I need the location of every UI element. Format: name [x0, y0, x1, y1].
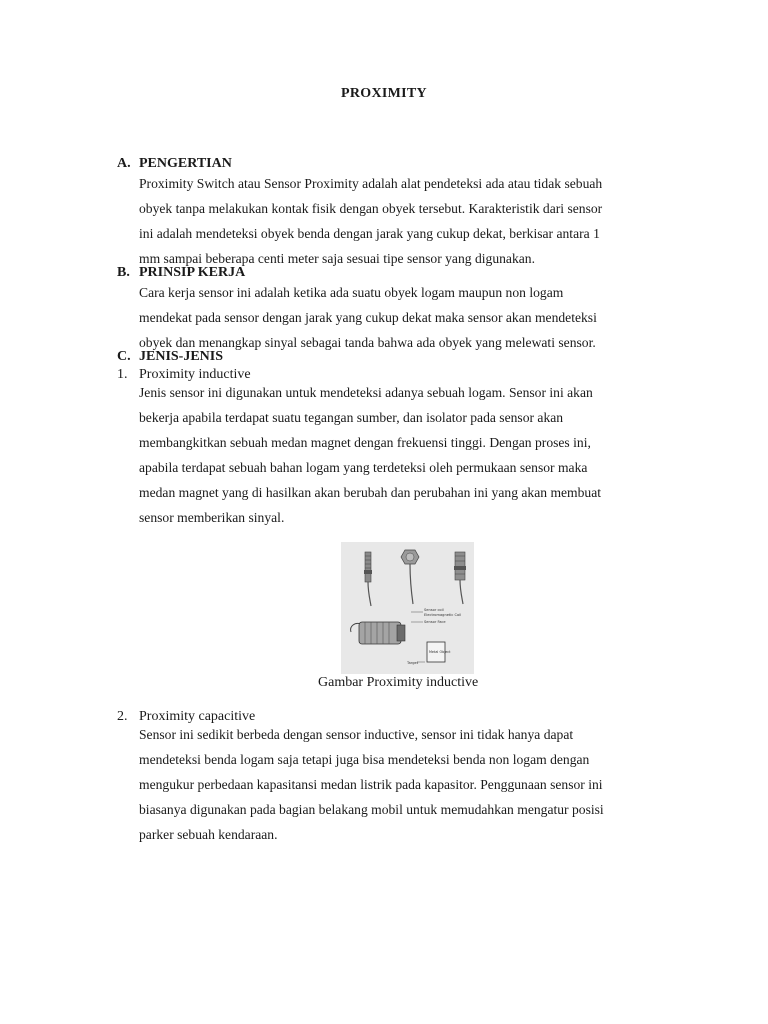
- paragraph-line: mendekat pada sensor dengan jarak yang cukup dekat maka sensor akan mendeteksi: [139, 310, 597, 325]
- paragraph-line: sensor memberikan sinyal.: [139, 510, 285, 525]
- paragraph-pengertian: [139, 171, 679, 271]
- paragraph-line: apabila terdapat sebuah bahan logam yang terdeteksi oleh permukaan sensor maka: [139, 460, 588, 475]
- section-label: C.: [117, 349, 131, 364]
- list-number: 1.: [117, 367, 128, 382]
- paragraph-line: mendeteksi benda logam saja tetapi juga bisa mendeteksi benda non logam dengan: [139, 752, 590, 767]
- paragraph-line: obyek tanpa melakukan kontak fisik dengan obyek tersebut. Karakteristik dari sensor: [139, 201, 603, 216]
- paragraph-line: Sensor ini sedikit berbeda dengan sensor inductive, sensor ini tidak hanya dapat: [139, 727, 574, 742]
- section-label: A.: [117, 156, 131, 171]
- paragraph-line: biasanya digunakan pada bagian belakang mobil untuk memudahkan mengatur posisi: [139, 802, 604, 817]
- section-heading-jenis-jenis: [117, 349, 223, 365]
- label-sensor-face: Sensor Face: [424, 620, 446, 624]
- paragraph-line: Cara kerja sensor ini adalah ketika ada suatu obyek logam maupun non logam: [139, 285, 564, 300]
- paragraph-line: parker sebuah kendaraan.: [139, 827, 278, 842]
- section-heading-prinsip-kerja: [117, 265, 245, 281]
- paragraph-line: mm sampai beberapa centi meter saja sesuai tipe sensor yang digunakan.: [139, 251, 535, 266]
- section-heading-pengertian: [117, 156, 232, 172]
- paragraph-line: medan magnet yang di hasilkan akan berubah dan perubahan ini yang akan membuat: [139, 485, 602, 500]
- paragraph-line: ini adalah mendeteksi obyek benda dengan jarak yang cukup dekat, berkisar antara 1: [139, 226, 600, 241]
- document-title: PROXIMITY: [341, 86, 427, 101]
- list-item-title: Proximity capacitive: [139, 709, 256, 724]
- section-title: PRINSIP KERJA: [139, 265, 246, 280]
- paragraph-prinsip-kerja: [139, 280, 679, 355]
- label-sensor-coil: Sensor coil: [424, 608, 444, 612]
- paragraph-proximity-inductive: [139, 380, 679, 530]
- paragraph-line: Jenis sensor ini digunakan untuk mendeteksi adanya sebuah logam. Sensor ini akan: [139, 385, 593, 400]
- list-number: 2.: [117, 709, 128, 724]
- list-item-title: Proximity inductive: [139, 367, 251, 382]
- section-title: JENIS-JENIS: [139, 349, 224, 364]
- paragraph-line: mengukur perbedaan kapasitansi medan listrik pada kapasitor. Penggunaan sensor ini: [139, 777, 603, 792]
- figure-caption: Gambar Proximity inductive: [318, 675, 479, 690]
- sensor-illustration: [341, 542, 474, 674]
- paragraph-line: Proximity Switch atau Sensor Proximity adalah alat pendeteksi ada atau tidak sebuah: [139, 176, 603, 191]
- proximity-inductive-figure: [341, 542, 474, 674]
- label-target: Target: [407, 661, 419, 665]
- paragraph-line: obyek dan menangkap sinyal sebagai tanda bahwa ada obyek yang melewati sensor.: [139, 335, 596, 350]
- paragraph-line: bekerja apabila terdapat suatu tegangan sumber, dan isolator pada sensor akan: [139, 410, 564, 425]
- label-electromagnetic-coil: Electromagnetic Coil: [424, 613, 462, 617]
- paragraph-line: membangkitkan sebuah medan magnet dengan frekuensi tinggi. Dengan proses ini,: [139, 435, 591, 450]
- section-title: PENGERTIAN: [139, 156, 232, 171]
- label-metal-object: Metal Object: [429, 650, 451, 654]
- section-label: B.: [117, 265, 130, 280]
- paragraph-proximity-capacitive: [139, 722, 679, 847]
